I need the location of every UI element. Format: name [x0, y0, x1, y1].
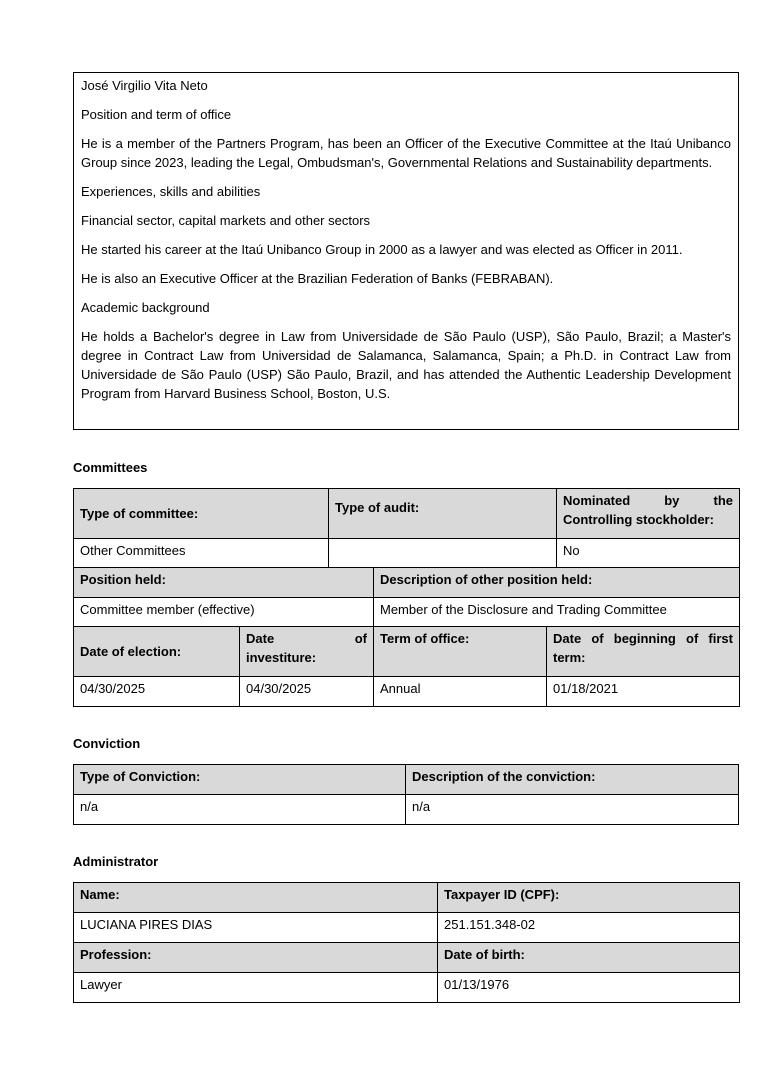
type-of-audit-label: Type of audit:	[329, 489, 557, 539]
type-of-committee-label: Type of committee:	[74, 489, 329, 539]
table-row	[74, 598, 740, 628]
admin-taxpayer-value: 251.151.348-02	[438, 913, 740, 943]
table-row	[74, 568, 740, 598]
conviction-description-label: Description of the conviction:	[406, 765, 739, 795]
conviction-type-value: n/a	[74, 795, 406, 825]
date-beginning-label: Date of beginning of first term:	[547, 627, 740, 677]
administrator-title: Administrator	[73, 854, 159, 869]
committees-title: Committees	[73, 460, 148, 475]
committees-table-row2	[73, 567, 740, 628]
admin-profession-label: Profession:	[74, 943, 438, 973]
bio-box	[73, 72, 739, 430]
committees-table-row1	[73, 488, 740, 569]
date-investiture-label: Date of investiture:	[240, 627, 374, 677]
sectors-heading: Financial sector, capital markets and other sectors	[81, 213, 371, 228]
date-beginning-value: 01/18/2021	[547, 677, 740, 707]
table-row	[74, 883, 740, 913]
conviction-title: Conviction	[73, 736, 141, 751]
academic-text: He holds a Bachelor's degree in Law from Universidade de São Paulo (USP), São Paulo, Brazil; a Master's degree in Contract Law from Universidad de Salamanca, Salamanca, Spain; a Ph.D. in Contract Law from Universidade de São Paulo (USP) São Paulo, Brazil, and has attended the Authentic Leadership Development Program from Harvard Business School, Boston, U.S.	[81, 329, 731, 401]
table-row	[74, 973, 740, 1003]
admin-name-value: LUCIANA PIRES DIAS	[74, 913, 438, 943]
nominated-label: Nominated by the Controlling stockholder:	[557, 489, 740, 539]
description-other-label: Description of other position held:	[374, 568, 740, 598]
type-of-committee-value: Other Committees	[74, 539, 329, 569]
table-row	[74, 943, 740, 973]
position-held-label: Position held:	[74, 568, 374, 598]
date-investiture-value: 04/30/2025	[240, 677, 374, 707]
term-office-value: Annual	[374, 677, 547, 707]
position-held-value: Committee member (effective)	[74, 598, 374, 628]
date-election-value: 04/30/2025	[74, 677, 240, 707]
table-row	[74, 765, 739, 795]
description-other-value: Member of the Disclosure and Trading Committee	[374, 598, 740, 628]
academic-heading: Academic background	[81, 300, 210, 315]
table-row	[74, 913, 740, 943]
table-row	[74, 539, 740, 569]
position-heading: Position and term of office	[81, 107, 232, 122]
career-text: He started his career at the Itaú Unibanco Group in 2000 as a lawyer and was elected as Officer in 2011.	[81, 242, 683, 257]
conviction-type-label: Type of Conviction:	[74, 765, 406, 795]
term-office-label: Term of office:	[374, 627, 547, 677]
table-row	[74, 677, 740, 707]
conviction-description-value: n/a	[406, 795, 739, 825]
admin-birth-label: Date of birth:	[438, 943, 740, 973]
officer-name: José Virgilio Vita Neto	[81, 78, 208, 93]
table-row	[74, 489, 740, 539]
febraban-text: He is also an Executive Officer at the Brazilian Federation of Banks (FEBRABAN).	[81, 271, 554, 286]
nominated-value: No	[557, 539, 740, 569]
position-text: He is a member of the Partners Program, has been an Officer of the Executive Committee at the Itaú Unibanco Group since 2023, leading the Legal, Ombudsman's, Governmental Relations and Sustainability departments.	[81, 136, 731, 170]
conviction-table	[73, 764, 739, 825]
committees-table-row3	[73, 626, 740, 707]
date-election-label: Date of election:	[74, 627, 240, 677]
experience-heading: Experiences, skills and abilities	[81, 184, 261, 199]
table-row	[74, 627, 740, 677]
table-row	[74, 795, 739, 825]
admin-birth-value: 01/13/1976	[438, 973, 740, 1003]
administrator-table	[73, 882, 740, 1003]
admin-profession-value: Lawyer	[74, 973, 438, 1003]
admin-name-label: Name:	[74, 883, 438, 913]
type-of-audit-value	[329, 539, 557, 569]
admin-taxpayer-label: Taxpayer ID (CPF):	[438, 883, 740, 913]
